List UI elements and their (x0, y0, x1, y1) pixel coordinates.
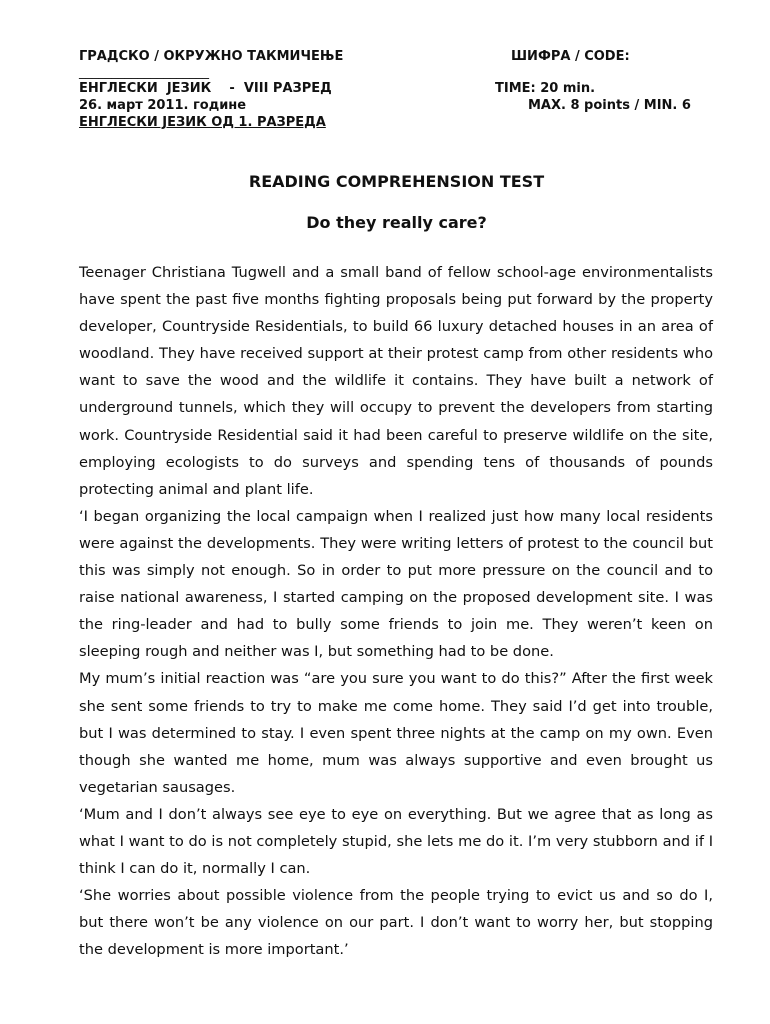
paragraph: My mum’s initial reaction was “are you sure you want to do this?” After the first week she sent some friends to try to make me come home. They said I’d get into trouble, but I was determined to stay. I even spent three nights at the camp on my own. Even though she wanted me home, mum was always supportive and even brought us vegetarian sausages. (79, 670, 713, 796)
competition-date: 26. март 2011. године (79, 98, 247, 113)
subject-grade: ЕНГЛЕСКИ ЈЕЗИК - VIII РАЗРЕД (79, 81, 332, 96)
article-title: Do they really care? (306, 213, 487, 232)
paragraph: Teenager Christiana Tugwell and a small band of fellow school-age environmentalists have spent the past five months fighting proposals being put forward by the property developer, Countryside Residentials, to build 66 luxury detached houses in an area of woodland. They have received support at their protest camp from other residents who want to save the wood and the wildlife it contains. They have built a network of underground tunnels, which they will occupy to prevent the developers from starting work. Countryside Residential said it had been careful to preserve wildlife on the site, employing ecologists to do surveys and spending tens of thousands of pounds protecting animal and plant life. (79, 264, 713, 498)
competition-label: ГРАДСКО / ОКРУЖНО ТАКМИЧЕЊЕ (79, 49, 344, 64)
level-label: ЕНГЛЕСКИ ЈЕЗИК ОД 1. РАЗРЕДА (79, 115, 326, 130)
time-limit: TIME: 20 min. (495, 81, 596, 96)
article-body (79, 259, 713, 963)
points-info: MAX. 8 points / MIN. 6 (528, 98, 691, 113)
paragraph: ‘I began organizing the local campaign when I realized just how many local residents were against the developments. They were writing letters of protest to the council but this was simply not enough. So in order to put more pressure on the council and to raise national awareness, I started camping on the proposed development site. I was the ring-leader and had to bully some friends to join me. They weren’t keen on sleeping rough and neither was I, but something had to be done. (79, 507, 713, 661)
test-title: READING COMPREHENSION TEST (248, 172, 545, 191)
blank-line: ____________________ (79, 65, 209, 80)
code-label: ШИФРА / CODE: (511, 49, 630, 64)
paragraph: ‘She worries about possible violence from the people trying to evict us and so do I, but there won’t be any violence on our part. I don’t want to worry her, but stopping the development is more important.’ (79, 887, 713, 959)
paragraph: ‘Mum and I don’t always see eye to eye on everything. But we agree that as long as what I want to do is not completely stupid, she lets me do it. I’m very stubborn and if I think I can do it, normally I can. (79, 805, 713, 878)
